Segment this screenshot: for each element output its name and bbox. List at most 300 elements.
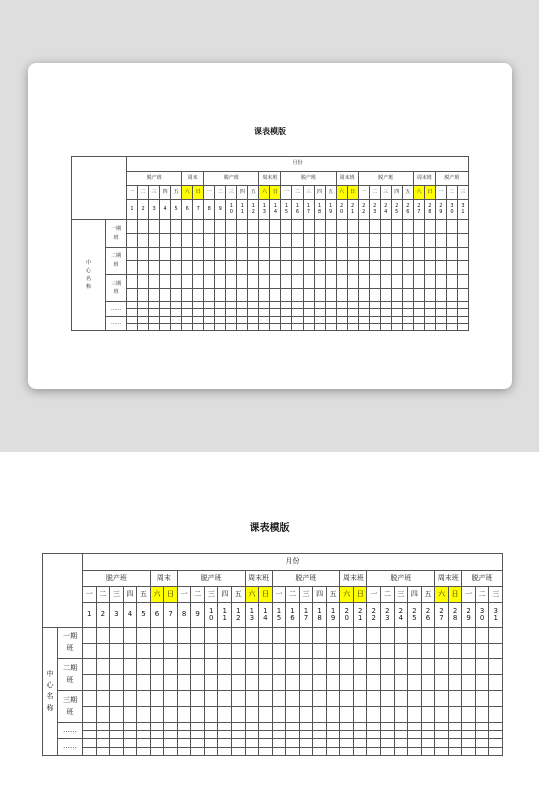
schedule-cell[interactable]	[340, 675, 354, 691]
schedule-cell[interactable]	[286, 659, 300, 675]
schedule-cell[interactable]	[457, 323, 468, 330]
schedule-cell[interactable]	[204, 707, 218, 723]
schedule-cell[interactable]	[259, 707, 273, 723]
schedule-cell[interactable]	[299, 659, 313, 675]
schedule-cell[interactable]	[83, 731, 97, 739]
schedule-cell[interactable]	[149, 234, 160, 248]
schedule-cell[interactable]	[259, 739, 273, 747]
schedule-cell[interactable]	[391, 288, 402, 302]
schedule-cell[interactable]	[408, 739, 422, 747]
schedule-cell[interactable]	[226, 274, 237, 288]
schedule-cell[interactable]	[424, 316, 435, 323]
schedule-cell[interactable]	[164, 659, 178, 675]
schedule-cell[interactable]	[462, 691, 476, 707]
schedule-cell[interactable]	[340, 691, 354, 707]
schedule-cell[interactable]	[325, 316, 336, 323]
schedule-cell[interactable]	[149, 261, 160, 275]
schedule-cell[interactable]	[367, 675, 381, 691]
schedule-cell[interactable]	[475, 731, 489, 739]
schedule-cell[interactable]	[204, 316, 215, 323]
schedule-cell[interactable]	[367, 707, 381, 723]
schedule-cell[interactable]	[204, 234, 215, 248]
schedule-cell[interactable]	[424, 220, 435, 234]
schedule-cell[interactable]	[215, 288, 226, 302]
schedule-cell[interactable]	[394, 627, 408, 643]
schedule-cell[interactable]	[292, 302, 303, 309]
schedule-cell[interactable]	[182, 323, 193, 330]
schedule-cell[interactable]	[446, 274, 457, 288]
schedule-cell[interactable]	[218, 643, 232, 659]
schedule-cell[interactable]	[164, 643, 178, 659]
schedule-cell[interactable]	[299, 691, 313, 707]
schedule-cell[interactable]	[457, 274, 468, 288]
schedule-cell[interactable]	[215, 316, 226, 323]
schedule-cell[interactable]	[177, 659, 191, 675]
schedule-cell[interactable]	[394, 643, 408, 659]
schedule-cell[interactable]	[313, 659, 327, 675]
schedule-cell[interactable]	[137, 691, 151, 707]
schedule-cell[interactable]	[281, 302, 292, 309]
schedule-cell[interactable]	[259, 220, 270, 234]
schedule-cell[interactable]	[340, 659, 354, 675]
schedule-cell[interactable]	[215, 234, 226, 248]
schedule-cell[interactable]	[232, 731, 246, 739]
schedule-cell[interactable]	[421, 707, 435, 723]
schedule-cell[interactable]	[325, 302, 336, 309]
schedule-cell[interactable]	[191, 707, 205, 723]
schedule-cell[interactable]	[127, 234, 138, 248]
schedule-cell[interactable]	[303, 309, 314, 316]
schedule-cell[interactable]	[177, 731, 191, 739]
schedule-cell[interactable]	[248, 274, 259, 288]
schedule-cell[interactable]	[204, 627, 218, 643]
schedule-cell[interactable]	[448, 659, 462, 675]
schedule-cell[interactable]	[347, 316, 358, 323]
schedule-cell[interactable]	[259, 643, 273, 659]
schedule-cell[interactable]	[137, 627, 151, 643]
schedule-cell[interactable]	[314, 234, 325, 248]
schedule-cell[interactable]	[381, 659, 395, 675]
schedule-cell[interactable]	[367, 691, 381, 707]
schedule-cell[interactable]	[160, 316, 171, 323]
schedule-cell[interactable]	[314, 309, 325, 316]
schedule-cell[interactable]	[457, 220, 468, 234]
schedule-cell[interactable]	[127, 309, 138, 316]
schedule-cell[interactable]	[457, 247, 468, 261]
schedule-cell[interactable]	[408, 722, 422, 730]
schedule-cell[interactable]	[358, 316, 369, 323]
schedule-cell[interactable]	[367, 722, 381, 730]
schedule-cell[interactable]	[367, 731, 381, 739]
schedule-cell[interactable]	[248, 316, 259, 323]
schedule-cell[interactable]	[272, 659, 286, 675]
schedule-cell[interactable]	[182, 261, 193, 275]
schedule-cell[interactable]	[160, 288, 171, 302]
schedule-cell[interactable]	[191, 675, 205, 691]
schedule-cell[interactable]	[149, 309, 160, 316]
schedule-cell[interactable]	[462, 675, 476, 691]
schedule-cell[interactable]	[204, 302, 215, 309]
schedule-cell[interactable]	[489, 731, 503, 739]
schedule-cell[interactable]	[123, 659, 137, 675]
schedule-cell[interactable]	[177, 739, 191, 747]
schedule-cell[interactable]	[123, 643, 137, 659]
schedule-cell[interactable]	[391, 261, 402, 275]
schedule-cell[interactable]	[314, 323, 325, 330]
schedule-cell[interactable]	[226, 316, 237, 323]
schedule-cell[interactable]	[137, 659, 151, 675]
schedule-cell[interactable]	[226, 220, 237, 234]
schedule-cell[interactable]	[314, 302, 325, 309]
schedule-cell[interactable]	[299, 627, 313, 643]
schedule-cell[interactable]	[448, 675, 462, 691]
schedule-cell[interactable]	[191, 747, 205, 755]
schedule-cell[interactable]	[413, 316, 424, 323]
schedule-cell[interactable]	[232, 627, 246, 643]
schedule-cell[interactable]	[408, 691, 422, 707]
schedule-cell[interactable]	[259, 323, 270, 330]
schedule-cell[interactable]	[435, 707, 449, 723]
schedule-cell[interactable]	[353, 691, 367, 707]
schedule-cell[interactable]	[299, 731, 313, 739]
schedule-cell[interactable]	[193, 309, 204, 316]
schedule-cell[interactable]	[204, 643, 218, 659]
schedule-cell[interactable]	[164, 691, 178, 707]
schedule-cell[interactable]	[358, 261, 369, 275]
schedule-cell[interactable]	[448, 707, 462, 723]
schedule-cell[interactable]	[358, 323, 369, 330]
schedule-cell[interactable]	[182, 220, 193, 234]
schedule-cell[interactable]	[248, 261, 259, 275]
schedule-cell[interactable]	[424, 247, 435, 261]
schedule-cell[interactable]	[391, 309, 402, 316]
schedule-cell[interactable]	[303, 234, 314, 248]
schedule-cell[interactable]	[245, 722, 259, 730]
schedule-cell[interactable]	[218, 707, 232, 723]
schedule-cell[interactable]	[325, 288, 336, 302]
schedule-cell[interactable]	[83, 747, 97, 755]
schedule-cell[interactable]	[394, 739, 408, 747]
schedule-cell[interactable]	[177, 691, 191, 707]
schedule-cell[interactable]	[391, 302, 402, 309]
schedule-cell[interactable]	[218, 627, 232, 643]
schedule-cell[interactable]	[336, 261, 347, 275]
schedule-cell[interactable]	[336, 323, 347, 330]
schedule-cell[interactable]	[191, 659, 205, 675]
schedule-cell[interactable]	[182, 234, 193, 248]
schedule-cell[interactable]	[237, 302, 248, 309]
schedule-cell[interactable]	[380, 234, 391, 248]
schedule-cell[interactable]	[446, 309, 457, 316]
schedule-cell[interactable]	[475, 675, 489, 691]
schedule-cell[interactable]	[462, 739, 476, 747]
schedule-cell[interactable]	[347, 309, 358, 316]
schedule-cell[interactable]	[369, 323, 380, 330]
schedule-cell[interactable]	[435, 234, 446, 248]
schedule-cell[interactable]	[204, 731, 218, 739]
schedule-cell[interactable]	[237, 261, 248, 275]
schedule-cell[interactable]	[171, 234, 182, 248]
schedule-cell[interactable]	[314, 274, 325, 288]
schedule-cell[interactable]	[193, 302, 204, 309]
schedule-cell[interactable]	[83, 722, 97, 730]
schedule-cell[interactable]	[462, 722, 476, 730]
schedule-cell[interactable]	[489, 747, 503, 755]
schedule-cell[interactable]	[353, 675, 367, 691]
schedule-cell[interactable]	[489, 627, 503, 643]
schedule-cell[interactable]	[326, 722, 340, 730]
schedule-cell[interactable]	[149, 247, 160, 261]
schedule-cell[interactable]	[123, 707, 137, 723]
schedule-cell[interactable]	[259, 722, 273, 730]
schedule-cell[interactable]	[286, 643, 300, 659]
schedule-cell[interactable]	[204, 722, 218, 730]
schedule-cell[interactable]	[358, 247, 369, 261]
schedule-cell[interactable]	[367, 747, 381, 755]
schedule-cell[interactable]	[215, 261, 226, 275]
schedule-cell[interactable]	[204, 309, 215, 316]
schedule-cell[interactable]	[424, 302, 435, 309]
schedule-cell[interactable]	[353, 722, 367, 730]
schedule-cell[interactable]	[421, 691, 435, 707]
schedule-cell[interactable]	[435, 739, 449, 747]
schedule-cell[interactable]	[424, 309, 435, 316]
schedule-cell[interactable]	[367, 659, 381, 675]
schedule-cell[interactable]	[408, 659, 422, 675]
schedule-cell[interactable]	[164, 739, 178, 747]
schedule-cell[interactable]	[137, 731, 151, 739]
schedule-cell[interactable]	[237, 274, 248, 288]
schedule-cell[interactable]	[413, 323, 424, 330]
schedule-cell[interactable]	[215, 302, 226, 309]
schedule-cell[interactable]	[286, 691, 300, 707]
schedule-cell[interactable]	[204, 247, 215, 261]
schedule-cell[interactable]	[123, 739, 137, 747]
schedule-cell[interactable]	[369, 302, 380, 309]
schedule-cell[interactable]	[313, 643, 327, 659]
schedule-cell[interactable]	[270, 323, 281, 330]
schedule-cell[interactable]	[281, 247, 292, 261]
schedule-cell[interactable]	[292, 247, 303, 261]
schedule-cell[interactable]	[340, 739, 354, 747]
schedule-cell[interactable]	[204, 747, 218, 755]
schedule-cell[interactable]	[353, 747, 367, 755]
schedule-cell[interactable]	[218, 739, 232, 747]
schedule-cell[interactable]	[413, 309, 424, 316]
schedule-cell[interactable]	[435, 643, 449, 659]
schedule-cell[interactable]	[325, 309, 336, 316]
schedule-cell[interactable]	[475, 707, 489, 723]
schedule-cell[interactable]	[177, 722, 191, 730]
schedule-cell[interactable]	[171, 302, 182, 309]
schedule-cell[interactable]	[413, 220, 424, 234]
schedule-cell[interactable]	[96, 707, 110, 723]
schedule-cell[interactable]	[177, 675, 191, 691]
schedule-cell[interactable]	[160, 323, 171, 330]
schedule-cell[interactable]	[204, 261, 215, 275]
schedule-cell[interactable]	[237, 234, 248, 248]
schedule-cell[interactable]	[193, 274, 204, 288]
schedule-cell[interactable]	[272, 707, 286, 723]
schedule-cell[interactable]	[110, 627, 124, 643]
schedule-cell[interactable]	[303, 220, 314, 234]
schedule-cell[interactable]	[489, 739, 503, 747]
schedule-cell[interactable]	[353, 731, 367, 739]
schedule-cell[interactable]	[259, 316, 270, 323]
schedule-cell[interactable]	[462, 707, 476, 723]
schedule-cell[interactable]	[245, 731, 259, 739]
schedule-cell[interactable]	[353, 643, 367, 659]
schedule-cell[interactable]	[182, 316, 193, 323]
schedule-cell[interactable]	[96, 659, 110, 675]
schedule-cell[interactable]	[191, 643, 205, 659]
schedule-cell[interactable]	[435, 288, 446, 302]
schedule-cell[interactable]	[336, 220, 347, 234]
schedule-cell[interactable]	[462, 659, 476, 675]
schedule-cell[interactable]	[259, 288, 270, 302]
schedule-cell[interactable]	[314, 261, 325, 275]
schedule-cell[interactable]	[424, 234, 435, 248]
schedule-cell[interactable]	[270, 288, 281, 302]
schedule-cell[interactable]	[448, 643, 462, 659]
schedule-cell[interactable]	[489, 659, 503, 675]
schedule-cell[interactable]	[137, 722, 151, 730]
schedule-cell[interactable]	[193, 288, 204, 302]
schedule-cell[interactable]	[259, 747, 273, 755]
schedule-cell[interactable]	[127, 274, 138, 288]
schedule-cell[interactable]	[259, 234, 270, 248]
schedule-cell[interactable]	[314, 316, 325, 323]
schedule-cell[interactable]	[358, 234, 369, 248]
schedule-cell[interactable]	[171, 316, 182, 323]
schedule-cell[interactable]	[336, 288, 347, 302]
schedule-cell[interactable]	[138, 234, 149, 248]
schedule-cell[interactable]	[215, 323, 226, 330]
schedule-cell[interactable]	[286, 747, 300, 755]
schedule-cell[interactable]	[314, 288, 325, 302]
schedule-cell[interactable]	[313, 675, 327, 691]
schedule-cell[interactable]	[191, 627, 205, 643]
schedule-cell[interactable]	[138, 302, 149, 309]
schedule-cell[interactable]	[286, 675, 300, 691]
schedule-cell[interactable]	[245, 643, 259, 659]
schedule-cell[interactable]	[259, 659, 273, 675]
schedule-cell[interactable]	[245, 747, 259, 755]
schedule-cell[interactable]	[475, 691, 489, 707]
schedule-cell[interactable]	[110, 707, 124, 723]
schedule-cell[interactable]	[435, 261, 446, 275]
schedule-cell[interactable]	[391, 234, 402, 248]
schedule-cell[interactable]	[402, 247, 413, 261]
schedule-cell[interactable]	[150, 722, 164, 730]
schedule-cell[interactable]	[259, 675, 273, 691]
schedule-cell[interactable]	[182, 309, 193, 316]
schedule-cell[interactable]	[110, 643, 124, 659]
schedule-cell[interactable]	[353, 659, 367, 675]
schedule-cell[interactable]	[259, 247, 270, 261]
schedule-cell[interactable]	[96, 747, 110, 755]
schedule-cell[interactable]	[292, 323, 303, 330]
schedule-cell[interactable]	[413, 288, 424, 302]
schedule-cell[interactable]	[340, 643, 354, 659]
schedule-cell[interactable]	[313, 627, 327, 643]
schedule-cell[interactable]	[381, 739, 395, 747]
schedule-cell[interactable]	[237, 247, 248, 261]
schedule-cell[interactable]	[96, 739, 110, 747]
schedule-cell[interactable]	[232, 707, 246, 723]
schedule-cell[interactable]	[232, 643, 246, 659]
schedule-cell[interactable]	[248, 234, 259, 248]
schedule-cell[interactable]	[336, 316, 347, 323]
schedule-cell[interactable]	[435, 747, 449, 755]
schedule-cell[interactable]	[150, 747, 164, 755]
schedule-cell[interactable]	[408, 643, 422, 659]
schedule-cell[interactable]	[150, 627, 164, 643]
schedule-cell[interactable]	[123, 731, 137, 739]
schedule-cell[interactable]	[380, 309, 391, 316]
schedule-cell[interactable]	[182, 247, 193, 261]
schedule-cell[interactable]	[369, 261, 380, 275]
schedule-cell[interactable]	[160, 234, 171, 248]
schedule-cell[interactable]	[421, 643, 435, 659]
schedule-cell[interactable]	[402, 309, 413, 316]
schedule-cell[interactable]	[150, 739, 164, 747]
schedule-cell[interactable]	[123, 675, 137, 691]
schedule-cell[interactable]	[391, 220, 402, 234]
schedule-cell[interactable]	[281, 309, 292, 316]
schedule-cell[interactable]	[457, 261, 468, 275]
schedule-cell[interactable]	[286, 627, 300, 643]
schedule-cell[interactable]	[448, 731, 462, 739]
schedule-cell[interactable]	[314, 247, 325, 261]
schedule-cell[interactable]	[96, 722, 110, 730]
schedule-cell[interactable]	[340, 747, 354, 755]
schedule-cell[interactable]	[402, 316, 413, 323]
schedule-cell[interactable]	[380, 274, 391, 288]
schedule-cell[interactable]	[137, 643, 151, 659]
schedule-cell[interactable]	[281, 261, 292, 275]
schedule-cell[interactable]	[232, 691, 246, 707]
schedule-cell[interactable]	[475, 627, 489, 643]
schedule-cell[interactable]	[353, 627, 367, 643]
schedule-cell[interactable]	[259, 302, 270, 309]
schedule-cell[interactable]	[340, 627, 354, 643]
schedule-cell[interactable]	[336, 274, 347, 288]
schedule-cell[interactable]	[286, 722, 300, 730]
schedule-cell[interactable]	[272, 731, 286, 739]
schedule-cell[interactable]	[347, 274, 358, 288]
schedule-cell[interactable]	[218, 675, 232, 691]
schedule-cell[interactable]	[204, 288, 215, 302]
schedule-cell[interactable]	[336, 234, 347, 248]
schedule-cell[interactable]	[394, 691, 408, 707]
schedule-cell[interactable]	[281, 316, 292, 323]
schedule-cell[interactable]	[270, 309, 281, 316]
schedule-cell[interactable]	[394, 747, 408, 755]
schedule-cell[interactable]	[391, 274, 402, 288]
schedule-cell[interactable]	[325, 247, 336, 261]
schedule-cell[interactable]	[193, 261, 204, 275]
schedule-cell[interactable]	[110, 739, 124, 747]
schedule-cell[interactable]	[123, 627, 137, 643]
schedule-cell[interactable]	[248, 323, 259, 330]
schedule-cell[interactable]	[272, 739, 286, 747]
schedule-cell[interactable]	[177, 707, 191, 723]
schedule-cell[interactable]	[226, 261, 237, 275]
schedule-cell[interactable]	[446, 261, 457, 275]
schedule-cell[interactable]	[83, 627, 97, 643]
schedule-cell[interactable]	[160, 274, 171, 288]
